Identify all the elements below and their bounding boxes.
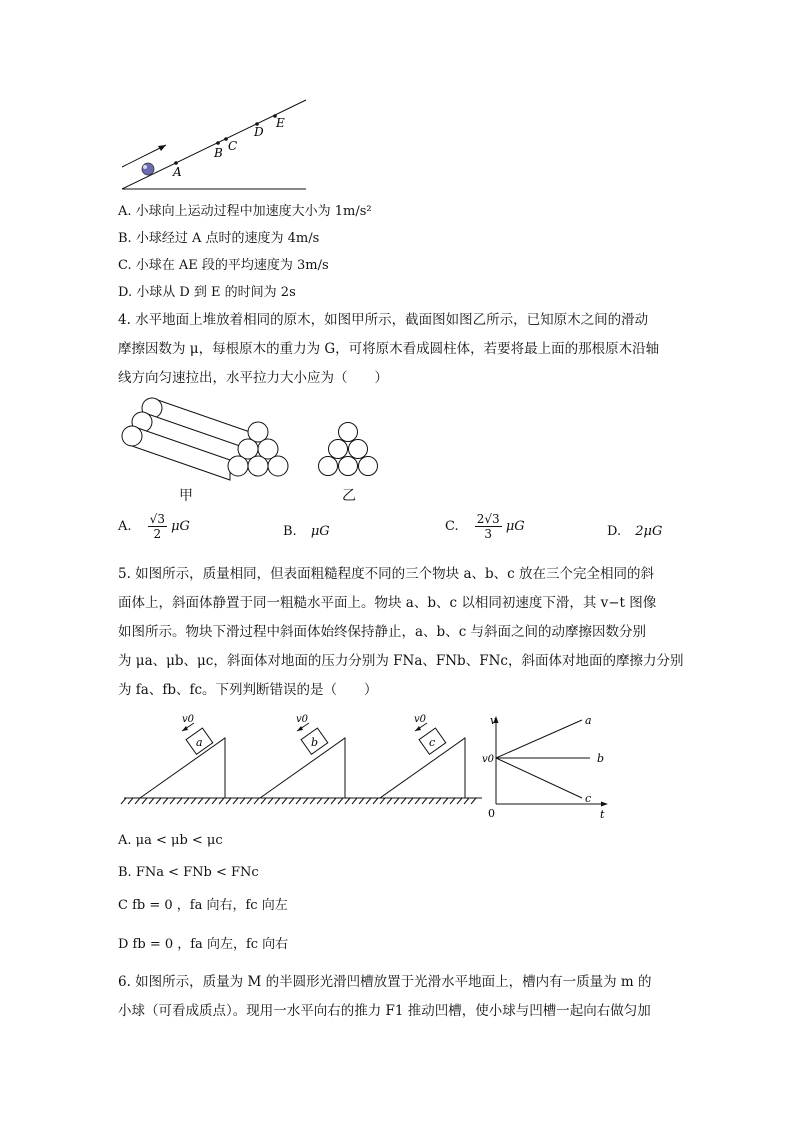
q5-line-3: 如图所示。物块下滑过程中斜面体始终保持静止，a、b、c 与斜面之间的动摩擦因数分别 xyxy=(118,624,647,640)
q4-option-c: C. $\frac{2√3}{3}$ μG xyxy=(445,512,525,541)
hatch-mark xyxy=(359,798,364,804)
svg-text:c: c xyxy=(429,736,436,749)
line-a xyxy=(496,720,582,758)
hatch-mark xyxy=(198,798,203,804)
hatch-mark xyxy=(317,798,322,804)
v0-label-2: v0 xyxy=(296,714,309,725)
hatch-mark xyxy=(324,798,329,804)
caption-jia: 甲 xyxy=(179,488,193,504)
hatch-mark xyxy=(352,798,357,804)
hatch-mark xyxy=(296,798,301,804)
hatch-mark xyxy=(408,798,413,804)
q3-option-b: B. 小球经过 A 点时的速度为 4m/s xyxy=(118,231,320,246)
hatch-mark xyxy=(121,798,126,804)
hatch-mark xyxy=(366,798,371,804)
q5-option-b: B. FNa < FNb < FNc xyxy=(118,865,259,880)
q5-line-2: 面体上，斜面体静置于同一粗糙水平面上。物块 a、b、c 以相同初速度下滑，其 v−t 图像 xyxy=(118,595,657,611)
incline-line xyxy=(122,100,306,189)
q4-line-2: 摩擦因数为 μ，每根原木的重力为 G，可将原木看成圆柱体，若要将最上面的那根原木沿轴 xyxy=(118,341,660,357)
hatch-mark xyxy=(226,798,231,804)
hatch-mark xyxy=(422,798,427,804)
hatch-mark xyxy=(149,798,154,804)
hatch-mark xyxy=(394,798,399,804)
hatch-mark xyxy=(282,798,287,804)
hatch-mark xyxy=(429,798,434,804)
q4-option-a: A. $\frac{√3}{2}$ μG xyxy=(118,512,190,541)
hatch-mark xyxy=(387,798,392,804)
point-b xyxy=(216,141,220,145)
q5-line-1: 5. 如图所示，质量相同，但表面粗糙程度不同的三个物块 a、b、c 放在三个完全相同的斜 xyxy=(118,566,655,582)
label-c: C xyxy=(228,139,238,153)
label-b: B xyxy=(214,146,223,160)
hatch-mark xyxy=(212,798,217,804)
ball xyxy=(142,163,154,175)
q5-line-5: 为 fa、fb、fc。下列判断错误的是（ ） xyxy=(118,682,378,698)
label-a: A xyxy=(173,165,182,179)
hatch-mark xyxy=(219,798,224,804)
q5-stem xyxy=(118,560,684,705)
hatch-mark xyxy=(401,798,406,804)
q4-option-d: D. 2μG xyxy=(607,524,663,539)
hatch-mark xyxy=(240,798,245,804)
q3-option-d: D. 小球从 D 到 E 的时间为 2s xyxy=(118,285,296,300)
q5-option-d: D fb = 0 ，fa 向左，fc 向右 xyxy=(118,937,289,952)
hatch-mark xyxy=(156,798,161,804)
hatch-mark xyxy=(380,798,385,804)
q4-stem xyxy=(118,306,678,393)
origin-label: 0 xyxy=(488,807,495,820)
hatch-mark xyxy=(247,798,252,804)
hatch-mark xyxy=(163,798,168,804)
q3-option-c: C. 小球在 AE 段的平均速度为 3m/s xyxy=(118,258,329,273)
axis-v-label: v xyxy=(490,714,497,727)
cross-section-figure xyxy=(315,420,385,480)
label-e: E xyxy=(276,116,285,130)
q4-option-b: B. μG xyxy=(283,524,330,539)
hatch-mark xyxy=(338,798,343,804)
hatch-mark xyxy=(457,798,462,804)
svg-text:b: b xyxy=(311,736,319,749)
line-c xyxy=(496,758,582,798)
hatch-mark xyxy=(471,798,476,804)
q6-stem xyxy=(118,968,678,1026)
vt-graph xyxy=(482,712,612,822)
v0-label-1: v0 xyxy=(182,714,195,725)
hatch-mark xyxy=(331,798,336,804)
q4-line-3: 线方向匀速拉出，水平拉力大小应为（ ） xyxy=(118,370,388,386)
q3-option-a: A. 小球向上运动过程中加速度大小为 1m/s² xyxy=(118,204,372,219)
hatch-mark xyxy=(184,798,189,804)
svg-text:a: a xyxy=(196,736,203,749)
hatch-mark xyxy=(303,798,308,804)
hatch-mark xyxy=(464,798,469,804)
v0-label-3: v0 xyxy=(414,714,427,725)
hatch-mark xyxy=(268,798,273,804)
line-c-label: c xyxy=(585,792,592,805)
hatch-mark xyxy=(254,798,259,804)
frac-a: $\frac{√3}{2}$ xyxy=(149,512,165,541)
hatch-mark xyxy=(233,798,238,804)
label-d: D xyxy=(254,125,264,139)
hatch-mark xyxy=(275,798,280,804)
axis-t-label: t xyxy=(600,808,605,821)
hatch-mark xyxy=(436,798,441,804)
incline-figure xyxy=(110,95,320,195)
hatch-mark xyxy=(177,798,182,804)
hatch-mark xyxy=(135,798,140,804)
hatch-mark xyxy=(261,798,266,804)
q4-line-1: 4. 水平地面上堆放着相同的原木，如图甲所示，截面图如图乙所示，已知原木之间的滑动 xyxy=(118,312,649,328)
hatch-mark xyxy=(170,798,175,804)
q5-line-4: 为 μa、μb、μc，斜面体对地面的压力分别为 FNa、FNb、FNc，斜面体对地面的摩擦力分别 xyxy=(118,653,684,669)
frac-c: $\frac{2√3}{3}$ xyxy=(476,512,500,541)
q6-line-1: 6. 如图所示，质量为 M 的半圆形光滑凹槽放置于光滑水平地面上，槽内有一质量为 m 的 xyxy=(118,974,652,990)
q6-line-2: 小球（可看成质点）。现用一水平向右的推力 F1 推动凹槽，使小球与凹槽一起向右做匀加 xyxy=(118,1003,651,1019)
hatch-mark xyxy=(345,798,350,804)
log-pile-figure xyxy=(115,390,300,482)
hatch-mark xyxy=(128,798,133,804)
hatch-mark xyxy=(415,798,420,804)
hatch-mark xyxy=(450,798,455,804)
q5-option-c: C fb = 0 ，fa 向右，fc 向左 xyxy=(118,898,288,913)
hatch-mark xyxy=(373,798,378,804)
hatch-mark xyxy=(289,798,294,804)
v0-axis-label: v0 xyxy=(482,754,495,765)
hatch-mark xyxy=(205,798,210,804)
hatch-mark xyxy=(142,798,147,804)
hatch-mark xyxy=(191,798,196,804)
hatch-mark xyxy=(443,798,448,804)
line-b-label: b xyxy=(597,752,605,765)
caption-yi: 乙 xyxy=(342,488,356,504)
ground-hatching xyxy=(121,798,476,804)
line-a-label: a xyxy=(585,714,592,727)
q5-option-a: A. μa < μb < μc xyxy=(118,833,223,848)
hatch-mark xyxy=(310,798,315,804)
incline-blocks-figure xyxy=(120,712,485,807)
